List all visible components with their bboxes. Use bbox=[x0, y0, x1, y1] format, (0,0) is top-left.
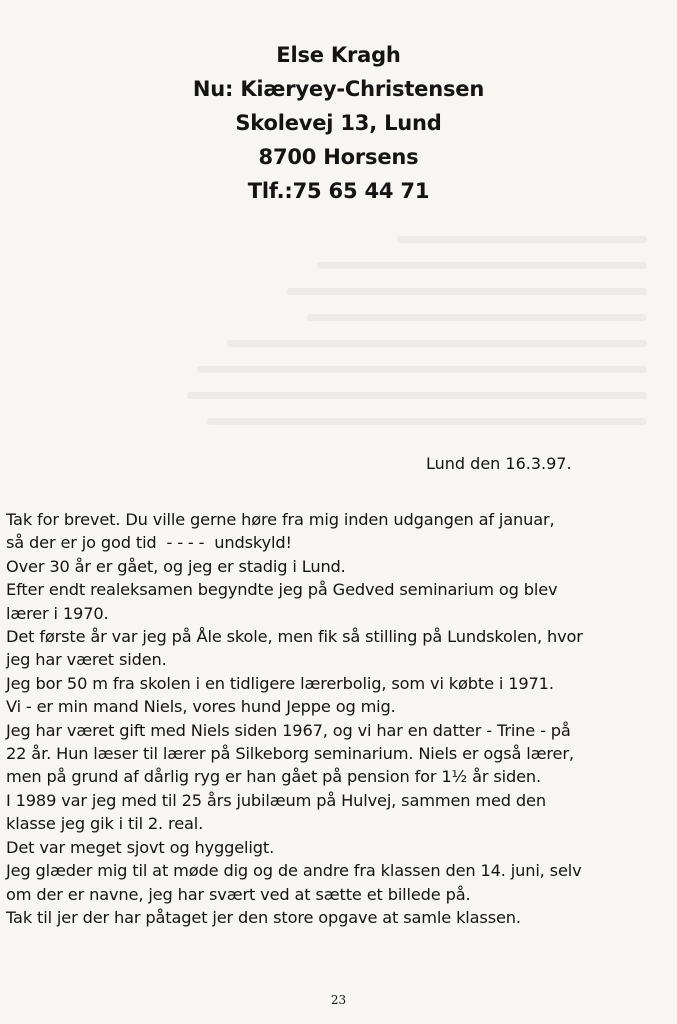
bleed-through-mark bbox=[197, 366, 647, 373]
letter-line: så der er jo god tid - - - - undskyld! bbox=[6, 533, 292, 553]
bleed-through-mark bbox=[317, 262, 647, 269]
letter-line: men på grund af dårlig ryg er han gået på pension for 1½ år siden. bbox=[6, 767, 542, 787]
bleed-through-mark bbox=[207, 418, 647, 425]
letter-line: lærer i 1970. bbox=[6, 603, 109, 623]
bleed-through-mark bbox=[287, 288, 647, 295]
letter-line: Det første år var jeg på Åle skole, men fik så stilling på Lundskolen, hvor bbox=[6, 627, 583, 647]
letter-body bbox=[6, 508, 668, 929]
letter-line: Efter endt realeksamen begyndte jeg på Gedved seminarium og blev bbox=[6, 580, 558, 600]
letter-line: Vi - er min mand Niels, vores hund Jeppe og mig. bbox=[6, 697, 396, 717]
sender-postal-city: 8700 Horsens bbox=[258, 145, 419, 169]
letter-line: klasse jeg gik i til 2. real. bbox=[6, 814, 204, 834]
sender-address-block bbox=[0, 38, 677, 208]
bleed-through-mark bbox=[187, 392, 647, 399]
letter-line: 22 år. Hun læser til lærer på Silkeborg seminarium. Niels er også lærer, bbox=[6, 744, 574, 764]
letter-line: Tak til jer der har påtaget jer den store opgave at samle klassen. bbox=[6, 907, 521, 927]
letter-line: Jeg har været gift med Niels siden 1967, og vi har en datter - Trine - på bbox=[6, 720, 571, 740]
sender-phone: Tlf.:75 65 44 71 bbox=[247, 179, 430, 203]
sender-name: Else Kragh bbox=[276, 43, 401, 67]
bleed-through-mark bbox=[397, 236, 647, 243]
letter-line: Det var meget sjovt og hyggeligt. bbox=[6, 837, 275, 857]
bleed-through-mark bbox=[307, 314, 647, 321]
letter-line: Tak for brevet. Du ville gerne høre fra mig inden udgangen af januar, bbox=[6, 510, 555, 529]
letter-line: jeg har været siden. bbox=[6, 650, 167, 670]
letter-line: I 1989 var jeg med til 25 års jubilæum på Hulvej, sammen med den bbox=[6, 790, 546, 810]
page-number: 23 bbox=[330, 993, 347, 1007]
sender-married-name: Nu: Kiæryey-Christensen bbox=[192, 77, 485, 101]
letter-line: Jeg bor 50 m fra skolen i en tidligere lærerbolig, som vi købte i 1971. bbox=[6, 673, 554, 693]
letter-line: Over 30 år er gået, og jeg er stadig i Lund. bbox=[6, 556, 346, 576]
bleed-through-mark bbox=[227, 340, 647, 347]
letter-dateline: Lund den 16.3.97. bbox=[426, 454, 572, 473]
letter-line: Jeg glæder mig til at møde dig og de andre fra klassen den 14. juni, selv bbox=[6, 861, 582, 881]
letter-line: om der er navne, jeg har svært ved at sætte et billede på. bbox=[6, 884, 471, 904]
sender-street: Skolevej 13, Lund bbox=[235, 111, 442, 135]
